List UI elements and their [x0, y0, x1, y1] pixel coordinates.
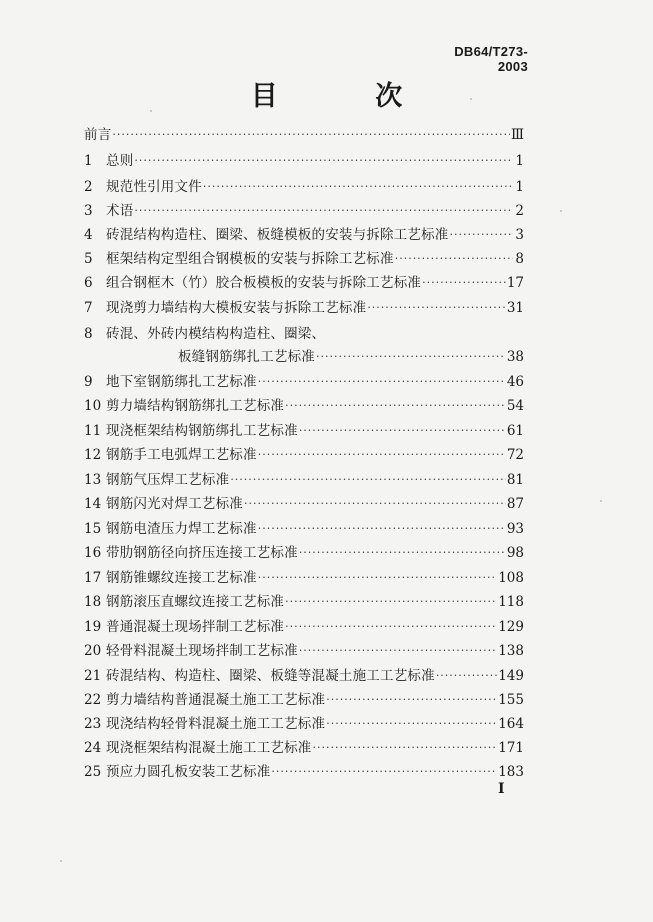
toc-entry-label: 砖混、外砖内模结构构造柱、圈梁、	[106, 326, 326, 342]
toc-entry-label: 钢筋手工电弧焊工艺标准	[106, 447, 257, 463]
toc-entry-number: 1	[84, 153, 93, 169]
toc-entry-label: 组合钢框木（竹）胶合板模板的安装与拆除工艺标准	[106, 275, 422, 291]
toc-entry[interactable]	[84, 294, 524, 317]
toc-entry-number: 24	[84, 740, 102, 756]
toc-entry-page: 2	[515, 203, 524, 219]
toc-entry-page: 72	[506, 447, 524, 463]
toc-entry-page: 98	[506, 545, 524, 561]
toc-entry[interactable]	[84, 710, 524, 733]
toc-leader-dots	[395, 250, 513, 268]
toc-entry-number: 16	[84, 545, 102, 561]
toc-entry-page: 8	[515, 251, 524, 267]
toc-entry-label: 地下室钢筋绑扎工艺标准	[106, 374, 257, 390]
toc-entry-page: 93	[506, 521, 524, 537]
toc-leader-dots	[230, 471, 506, 489]
toc-entry-page: 46	[506, 374, 524, 390]
toc-leader-dots	[134, 152, 513, 170]
scan-speck	[600, 500, 602, 502]
toc-entry-label: 砖混结构构造柱、圈梁、板缝模板的安装与拆除工艺标准	[106, 227, 449, 243]
toc-leader-dots	[313, 739, 498, 757]
toc-entry[interactable]	[84, 173, 524, 196]
toc-entry-number: 25	[84, 764, 102, 780]
toc-entry-page: 38	[506, 349, 524, 365]
toc-entry-page: 3	[515, 227, 524, 243]
toc-entry-label: 规范性引用文件	[106, 179, 202, 195]
toc-entry-number: 10	[84, 398, 102, 414]
toc-leader-dots	[299, 422, 506, 440]
toc-leader-dots	[450, 226, 514, 244]
toc-entry-page: 1	[515, 153, 524, 169]
toc-leader-dots	[316, 348, 506, 366]
toc-entry-page: 17	[506, 275, 524, 291]
toc-leader-dots	[244, 495, 506, 513]
toc-entry-number: 11	[84, 423, 102, 439]
toc-entry[interactable]	[84, 368, 524, 391]
toc-leader-dots	[299, 544, 506, 562]
toc-entry-label: 带肋钢筋径向挤压连接工艺标准	[106, 545, 298, 561]
toc-entry-page: 1	[515, 179, 524, 195]
toc-entry-number: 22	[84, 692, 102, 708]
toc-entry-number: 4	[84, 227, 93, 243]
scan-speck	[150, 110, 152, 112]
toc-entry[interactable]	[84, 734, 524, 757]
toc-entry-label: 总则	[106, 153, 134, 169]
toc-entry-label: 现浇剪力墙结构大模板安装与拆除工艺标准	[106, 300, 367, 316]
toc-entry[interactable]	[84, 245, 524, 268]
toc-entry[interactable]	[84, 147, 524, 170]
page-title: 目 次	[250, 81, 447, 112]
toc-entry-label: 钢筋闪光对焊工艺标准	[106, 496, 243, 512]
toc-entry[interactable]	[84, 417, 524, 440]
toc-entry-label: 预应力圆孔板安装工艺标准	[106, 764, 271, 780]
toc-entry-page: 31	[506, 300, 524, 316]
toc-entry-number: 13	[84, 472, 102, 488]
toc-leader-dots	[326, 691, 497, 709]
toc-leader-dots	[203, 178, 513, 196]
toc-entry[interactable]	[84, 539, 524, 562]
toc-entry-number: 5	[84, 251, 93, 267]
scan-speck	[560, 210, 562, 212]
toc-entry-page: 164	[498, 716, 524, 732]
toc-entry[interactable]	[84, 441, 524, 464]
toc-leader-dots	[367, 299, 506, 317]
toc-entry-label: 钢筋滚压直螺纹连接工艺标准	[106, 594, 285, 610]
page-folio: I	[498, 781, 505, 797]
toc-leader-dots	[271, 763, 497, 781]
toc-entry[interactable]	[84, 686, 524, 709]
toc-entry-number: 14	[84, 496, 102, 512]
scan-speck	[60, 860, 62, 862]
toc-entry-number: 2	[84, 179, 93, 195]
toc-entry[interactable]	[84, 758, 524, 781]
toc-entry-label: 普通混凝土现场拌制工艺标准	[106, 619, 285, 635]
toc-leader-dots	[422, 274, 506, 292]
toc-entry[interactable]	[84, 613, 524, 636]
toc-entry-label: 剪力墙结构普通混凝土施工工艺标准	[106, 692, 326, 708]
toc-entry-label: 钢筋气压焊工艺标准	[106, 472, 230, 488]
toc-entry-number: 9	[84, 374, 93, 390]
toc-entry-number: 3	[84, 203, 93, 219]
toc-entry-number: 19	[84, 619, 102, 635]
toc-entry[interactable]	[84, 662, 524, 685]
toc-entry-page: 149	[498, 668, 524, 684]
toc-leader-dots	[112, 126, 510, 144]
toc-entry-number: 20	[84, 643, 102, 659]
toc-entry-page: 138	[498, 643, 524, 659]
toc-entry-label: 现浇框架结构混凝土施工工艺标准	[106, 740, 312, 756]
toc-entry[interactable]	[84, 392, 524, 415]
toc-entry-label: 前言	[84, 127, 112, 143]
toc-entry-number: 17	[84, 570, 102, 586]
toc-entry-page: 87	[506, 496, 524, 512]
toc-entry-label: 术语	[106, 203, 134, 219]
toc-entry-number: 21	[84, 668, 102, 684]
toc-entry-number: 23	[84, 716, 102, 732]
toc-entry-label: 钢筋锥螺纹连接工艺标准	[106, 570, 257, 586]
toc-entry-number: 8	[84, 326, 93, 342]
toc-entry-label: 现浇结构轻骨料混凝土施工工艺标准	[106, 716, 326, 732]
toc-entry-number: 15	[84, 521, 102, 537]
toc-leader-dots	[258, 520, 506, 538]
toc-entry-label: 轻骨料混凝土现场拌制工艺标准	[106, 643, 298, 659]
toc-entry-page: 108	[498, 570, 524, 586]
toc-entry-number: 6	[84, 275, 93, 291]
toc-entry-label: 剪力墙结构钢筋绑扎工艺标准	[106, 398, 285, 414]
toc-leader-dots	[285, 593, 497, 611]
toc-leader-dots	[326, 715, 497, 733]
toc-leader-dots	[258, 446, 506, 464]
toc-entry-page: Ⅲ	[510, 127, 524, 143]
toc-entry-number: 18	[84, 594, 102, 610]
scan-speck	[470, 98, 472, 100]
toc-entry-continuation[interactable]	[178, 343, 524, 366]
toc-entry-page: 183	[498, 764, 524, 780]
toc-leader-dots	[134, 202, 513, 220]
toc-entry[interactable]	[84, 515, 524, 538]
toc-entry[interactable]	[84, 320, 524, 343]
toc-leader-dots	[258, 569, 498, 587]
standard-code: DB64/T273-2003	[454, 44, 528, 74]
toc-entry[interactable]	[84, 221, 524, 244]
toc-entry-label: 砖混结构、构造柱、圈梁、板缝等混凝土施工工艺标准	[106, 668, 435, 684]
toc-entry-page: 155	[498, 692, 524, 708]
toc-entry-label: 钢筋电渣压力焊工艺标准	[106, 521, 257, 537]
toc-entry-page: 54	[506, 398, 524, 414]
toc-entry[interactable]	[84, 197, 524, 220]
toc-entry-page: 61	[506, 423, 524, 439]
toc-entry-page: 171	[498, 740, 524, 756]
toc-entry-label: 板缝钢筋绑扎工艺标准	[178, 349, 315, 365]
toc-entry[interactable]	[84, 588, 524, 611]
toc-entry-number: 7	[84, 300, 93, 316]
toc-leader-dots	[285, 618, 497, 636]
toc-leader-dots	[258, 373, 506, 391]
toc-entry[interactable]	[84, 490, 524, 513]
toc-entry[interactable]	[84, 121, 524, 144]
toc-entry-page: 118	[498, 594, 524, 610]
toc-leader-dots	[436, 667, 497, 685]
toc-entry[interactable]	[84, 637, 524, 660]
toc-leader-dots	[285, 397, 506, 415]
toc-entry-number: 12	[84, 447, 102, 463]
toc-entry-page: 81	[506, 472, 524, 488]
toc-entry-page: 129	[498, 619, 524, 635]
toc-entry-label: 现浇框架结构钢筋绑扎工艺标准	[106, 423, 298, 439]
toc-leader-dots	[299, 642, 497, 660]
toc-entry[interactable]	[84, 269, 524, 292]
toc-entry[interactable]	[84, 564, 524, 587]
toc-entry-label: 框架结构定型组合钢模板的安装与拆除工艺标准	[106, 251, 394, 267]
toc-entry[interactable]	[84, 466, 524, 489]
